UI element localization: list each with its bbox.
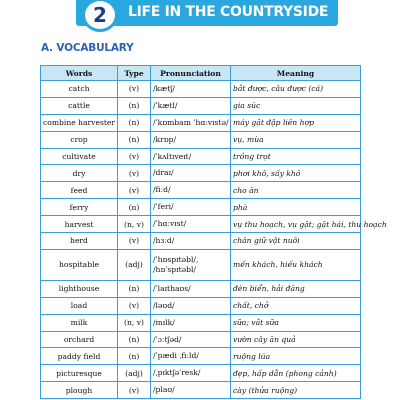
- meaning-cell: sữa; vắt sữa: [231, 314, 361, 331]
- type-cell: (adj): [118, 249, 151, 280]
- word-cell: orchard: [41, 331, 118, 348]
- pronunciation-cell: [151, 382, 231, 399]
- type-cell: (adj): [118, 365, 151, 382]
- word-cell: combine harvester: [41, 114, 118, 131]
- table-row: [41, 216, 361, 233]
- pronunciation-line: /fiːd/: [153, 185, 171, 195]
- type-cell: (n): [118, 131, 151, 148]
- pronunciation-cell: [151, 280, 231, 297]
- word-cell: cultivate: [41, 148, 118, 165]
- type-cell: (n): [118, 97, 151, 114]
- meaning-cell: vườn cây ăn quả: [231, 331, 361, 348]
- type-cell: (v): [118, 81, 151, 98]
- meaning-cell: chăn giữ vật nuôi: [231, 233, 361, 250]
- word-cell: catch: [41, 81, 118, 98]
- table-row: [41, 348, 361, 365]
- pronunciation-line: /hɒˈspɪtəbl/: [153, 264, 196, 274]
- unit-number-badge: 2: [82, 0, 118, 32]
- table-row: [41, 81, 361, 98]
- type-cell: (v): [118, 182, 151, 199]
- pronunciation-line: /ˈhɑːvɪst/: [153, 219, 187, 229]
- meaning-cell: vụ thu hoạch, vụ gặt; gặt hái, thu hoạch: [231, 216, 361, 233]
- pronunciation-line: /ˈkætl/: [153, 100, 178, 110]
- word-cell: feed: [41, 182, 118, 199]
- word-cell: crop: [41, 131, 118, 148]
- meaning-cell: trồng trọt: [231, 148, 361, 165]
- pronunciation-cell: [151, 165, 231, 182]
- meaning-cell: ruộng lúa: [231, 348, 361, 365]
- table-row: [41, 297, 361, 314]
- pronunciation-line: /ˈpædi ˌfiːld/: [153, 351, 199, 361]
- table-row: [41, 97, 361, 114]
- type-cell: (n, v): [118, 216, 151, 233]
- meaning-cell: đèn biển, hải đăng: [231, 280, 361, 297]
- pronunciation-cell: [151, 331, 231, 348]
- table-row: [41, 148, 361, 165]
- pronunciation-line: /ˈɔːtʃəd/: [153, 334, 182, 344]
- type-cell: (n): [118, 331, 151, 348]
- column-header-pronunciation: Pronunciation: [151, 66, 231, 81]
- meaning-cell: bắt được, câu được (cá): [231, 81, 361, 98]
- vocabulary-table: [40, 65, 387, 399]
- type-cell: (v): [118, 233, 151, 250]
- word-cell: herd: [41, 233, 118, 250]
- section-title: A. VOCABULARY: [41, 42, 134, 54]
- type-cell: (v): [118, 165, 151, 182]
- word-cell: ferry: [41, 199, 118, 216]
- meaning-cell: vụ, mùa: [231, 131, 361, 148]
- type-cell: (v): [118, 382, 151, 399]
- pronunciation-line: /draɪ/: [153, 168, 174, 178]
- word-cell: load: [41, 297, 118, 314]
- meaning-cell: phà: [231, 199, 361, 216]
- meaning-cell: phơi khô, sấy khô: [231, 165, 361, 182]
- word-cell: plough: [41, 382, 118, 399]
- word-cell: hospitable: [41, 249, 118, 280]
- type-cell: (v): [118, 148, 151, 165]
- column-header-words: Words: [41, 66, 118, 81]
- word-cell: lighthouse: [41, 280, 118, 297]
- table-row: [41, 114, 361, 131]
- pronunciation-cell: [151, 233, 231, 250]
- pronunciation-cell: [151, 182, 231, 199]
- column-header-type: Type: [118, 66, 151, 81]
- meaning-cell: mến khách, hiếu khách: [231, 249, 361, 280]
- meaning-cell: đẹp, hấp dẫn (phong cảnh): [231, 365, 361, 382]
- pronunciation-line: /ˈlaɪthaʊs/: [153, 283, 191, 293]
- pronunciation-cell: [151, 148, 231, 165]
- pronunciation-cell: [151, 365, 231, 382]
- type-cell: (n): [118, 114, 151, 131]
- pronunciation-cell: [151, 199, 231, 216]
- meaning-cell: chất, chở: [231, 297, 361, 314]
- meaning-cell: cho ăn: [231, 182, 361, 199]
- pronunciation-line: /ləʊd/: [153, 300, 175, 310]
- meaning-cell: cày (thửa ruộng): [231, 382, 361, 399]
- pronunciation-cell: [151, 314, 231, 331]
- meaning-cell: gia súc: [231, 97, 361, 114]
- type-cell: (n): [118, 280, 151, 297]
- pronunciation-cell: [151, 348, 231, 365]
- table-row: [41, 233, 361, 250]
- pronunciation-line: /ˌpɪktʃəˈresk/: [153, 368, 201, 378]
- table-row: [41, 249, 361, 280]
- table-row: [41, 182, 361, 199]
- pronunciation-cell: [151, 114, 231, 131]
- pronunciation-line: /kætʃ/: [153, 83, 175, 93]
- table-row: [41, 165, 361, 182]
- table-header-row: [41, 66, 361, 81]
- meaning-cell: máy gặt đập liên hợp: [231, 114, 361, 131]
- pronunciation-cell: [151, 81, 231, 98]
- pronunciation-line: /hɜːd/: [153, 235, 175, 245]
- word-cell: harvest: [41, 216, 118, 233]
- unit-title: LIFE IN THE COUNTRYSIDE: [128, 4, 329, 20]
- pronunciation-line: /ˈferi/: [153, 202, 174, 212]
- word-cell: cattle: [41, 97, 118, 114]
- word-cell: paddy field: [41, 348, 118, 365]
- pronunciation-line: /ˈkʌltɪveɪt/: [153, 151, 192, 161]
- type-cell: (n, v): [118, 314, 151, 331]
- pronunciation-cell: [151, 131, 231, 148]
- table-row: [41, 382, 361, 399]
- column-header-meaning: Meaning: [231, 66, 361, 81]
- pronunciation-line: /krɒp/: [153, 134, 177, 144]
- table-row: [41, 199, 361, 216]
- pronunciation-line: /ˈhɒspɪtəbl/,: [153, 254, 199, 264]
- pronunciation-line: /ˈkɒmbaɪn ˈhɑːvɪstə/: [153, 117, 229, 127]
- table-row: [41, 280, 361, 297]
- pronunciation-cell: [151, 97, 231, 114]
- type-cell: (n): [118, 199, 151, 216]
- pronunciation-cell: [151, 249, 231, 280]
- word-cell: milk: [41, 314, 118, 331]
- pronunciation-cell: [151, 297, 231, 314]
- pronunciation-line: /mɪlk/: [153, 317, 175, 327]
- pronunciation-cell: [151, 216, 231, 233]
- table-row: [41, 365, 361, 382]
- type-cell: (v): [118, 297, 151, 314]
- word-cell: picturesque: [41, 365, 118, 382]
- pronunciation-line: /plaʊ/: [153, 385, 175, 395]
- word-cell: dry: [41, 165, 118, 182]
- table-row: [41, 331, 361, 348]
- type-cell: (n): [118, 348, 151, 365]
- table-row: [41, 131, 361, 148]
- table-row: [41, 314, 361, 331]
